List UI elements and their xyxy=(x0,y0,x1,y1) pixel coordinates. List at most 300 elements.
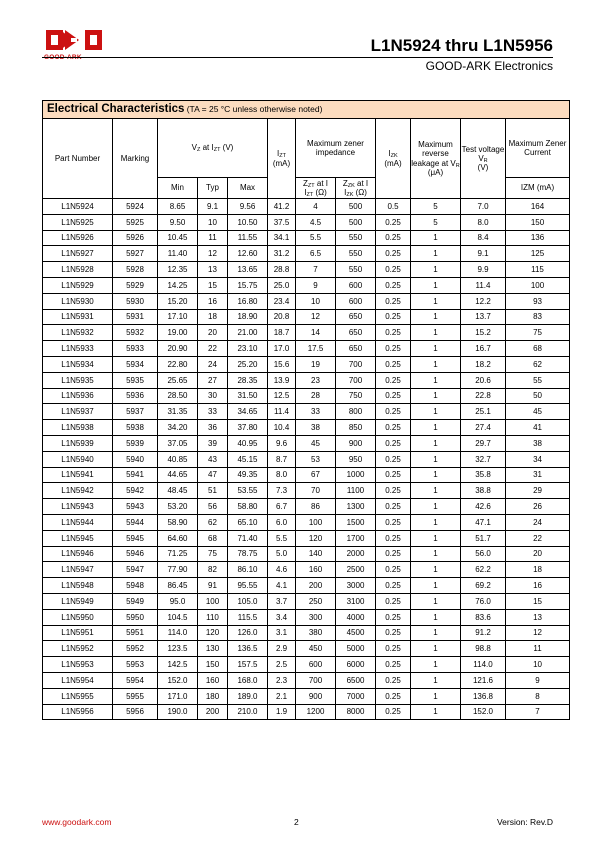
table-cell: 1 xyxy=(411,546,461,562)
document-title: L1N5924 thru L1N5956 xyxy=(370,36,553,55)
table-cell: 91.2 xyxy=(461,625,506,641)
table-cell: 16 xyxy=(506,578,570,594)
table-cell: 12 xyxy=(198,246,228,262)
table-cell: 38 xyxy=(296,420,336,436)
table-cell: L1N5933 xyxy=(43,341,113,357)
table-cell: 1 xyxy=(411,341,461,357)
table-cell: 1 xyxy=(411,609,461,625)
table-cell: 1 xyxy=(411,562,461,578)
table-cell: 1 xyxy=(411,483,461,499)
table-cell: 0.25 xyxy=(376,309,411,325)
table-cell: 0.25 xyxy=(376,688,411,704)
table-cell: 30 xyxy=(198,388,228,404)
table-cell: 77.90 xyxy=(158,562,198,578)
good-ark-logo-icon xyxy=(44,27,104,53)
table-cell: L1N5951 xyxy=(43,625,113,641)
table-cell: 24 xyxy=(506,514,570,530)
table-cell: 5941 xyxy=(113,467,158,483)
table-row xyxy=(43,483,570,499)
table-cell: 38 xyxy=(506,435,570,451)
table-cell: 0.25 xyxy=(376,483,411,499)
table-cell: 1 xyxy=(411,309,461,325)
table-cell: L1N5924 xyxy=(43,199,113,215)
table-cell: 136 xyxy=(506,230,570,246)
table-cell: 0.25 xyxy=(376,593,411,609)
table-cell: 9.1 xyxy=(198,199,228,215)
table-cell: 0.25 xyxy=(376,356,411,372)
table-cell: 5934 xyxy=(113,356,158,372)
table-cell: 28.8 xyxy=(268,262,296,278)
table-cell: 189.0 xyxy=(228,688,268,704)
table-cell: 0.25 xyxy=(376,293,411,309)
table-cell: 1 xyxy=(411,325,461,341)
table-cell: 22 xyxy=(198,341,228,357)
table-cell: L1N5935 xyxy=(43,372,113,388)
table-cell: 8.65 xyxy=(158,199,198,215)
logo-text: GOOD-ARK xyxy=(44,54,82,61)
table-row xyxy=(43,593,570,609)
table-cell: 53 xyxy=(296,451,336,467)
table-cell: 171.0 xyxy=(158,688,198,704)
table-row xyxy=(43,309,570,325)
table-cell: 27 xyxy=(198,372,228,388)
table-cell: 150 xyxy=(506,214,570,230)
table-cell: 3100 xyxy=(336,593,376,609)
table-cell: 8.7 xyxy=(268,451,296,467)
table-cell: 1 xyxy=(411,277,461,293)
table-cell: 16.7 xyxy=(461,341,506,357)
table-cell: 37.5 xyxy=(268,214,296,230)
table-cell: 2.5 xyxy=(268,657,296,673)
table-cell: 1 xyxy=(411,499,461,515)
col-test-voltage: Test voltage $V_R$ (V) xyxy=(461,119,506,199)
table-cell: 28.50 xyxy=(158,388,198,404)
table-cell: 40.95 xyxy=(228,435,268,451)
table-cell: L1N5945 xyxy=(43,530,113,546)
table-cell: 6.5 xyxy=(296,246,336,262)
table-cell: L1N5926 xyxy=(43,230,113,246)
table-cell: 37.05 xyxy=(158,435,198,451)
table-cell: 6500 xyxy=(336,672,376,688)
table-cell: 200 xyxy=(296,578,336,594)
footer-version: Version: Rev.D xyxy=(496,817,553,827)
table-cell: 1200 xyxy=(296,704,336,720)
table-cell: 10 xyxy=(296,293,336,309)
table-cell: 1 xyxy=(411,625,461,641)
table-cell: 1 xyxy=(411,514,461,530)
table-cell: 58.80 xyxy=(228,499,268,515)
table-cell: 5954 xyxy=(113,672,158,688)
table-row xyxy=(43,293,570,309)
table-cell: 15 xyxy=(198,277,228,293)
col-zzt: $Z_{ZT}$ at I $I_{ZT}$ (Ω) xyxy=(296,178,336,199)
table-cell: L1N5949 xyxy=(43,593,113,609)
table-cell: 10.50 xyxy=(228,214,268,230)
table-cell: 18.7 xyxy=(268,325,296,341)
table-row xyxy=(43,641,570,657)
table-cell: L1N5936 xyxy=(43,388,113,404)
table-cell: 33 xyxy=(296,404,336,420)
table-cell: 17.0 xyxy=(268,341,296,357)
table-cell: 48.45 xyxy=(158,483,198,499)
table-cell: 18.2 xyxy=(461,356,506,372)
table-row xyxy=(43,609,570,625)
table-cell: 5945 xyxy=(113,530,158,546)
table-cell: 100 xyxy=(296,514,336,530)
table-cell: 50 xyxy=(506,388,570,404)
table-cell: 8.0 xyxy=(461,214,506,230)
table-cell: L1N5940 xyxy=(43,451,113,467)
table-cell: 136.8 xyxy=(461,688,506,704)
table-cell: 0.25 xyxy=(376,341,411,357)
table-cell: 5955 xyxy=(113,688,158,704)
table-cell: 750 xyxy=(336,388,376,404)
table-row xyxy=(43,214,570,230)
table-cell: 1500 xyxy=(336,514,376,530)
table-cell: 18 xyxy=(198,309,228,325)
table-cell: 2.9 xyxy=(268,641,296,657)
table-cell: 800 xyxy=(336,404,376,420)
table-row xyxy=(43,262,570,278)
table-cell: 19.00 xyxy=(158,325,198,341)
table-cell: 8000 xyxy=(336,704,376,720)
table-cell: 1.9 xyxy=(268,704,296,720)
table-cell: 62.2 xyxy=(461,562,506,578)
table-row xyxy=(43,435,570,451)
table-cell: 70 xyxy=(296,483,336,499)
table-cell: 10.45 xyxy=(158,230,198,246)
table-cell: 1 xyxy=(411,641,461,657)
table-cell: 13 xyxy=(198,262,228,278)
table-cell: 69.2 xyxy=(461,578,506,594)
table-cell: 0.25 xyxy=(376,672,411,688)
table-cell: 0.25 xyxy=(376,435,411,451)
table-cell: 7000 xyxy=(336,688,376,704)
table-cell: 68 xyxy=(198,530,228,546)
table-cell: 450 xyxy=(296,641,336,657)
table-cell: 0.25 xyxy=(376,325,411,341)
table-cell: 700 xyxy=(296,672,336,688)
table-cell: 1 xyxy=(411,593,461,609)
table-cell: 1 xyxy=(411,704,461,720)
table-row xyxy=(43,514,570,530)
table-row xyxy=(43,356,570,372)
table-cell: 121.6 xyxy=(461,672,506,688)
table-cell: 44.65 xyxy=(158,467,198,483)
table-cell: 0.25 xyxy=(376,704,411,720)
table-cell: 5933 xyxy=(113,341,158,357)
table-cell: 82 xyxy=(198,562,228,578)
table-cell: 380 xyxy=(296,625,336,641)
table-cell: 58.90 xyxy=(158,514,198,530)
table-cell: 20.6 xyxy=(461,372,506,388)
table-cell: 86.10 xyxy=(228,562,268,578)
table-cell: 900 xyxy=(296,688,336,704)
company-name: GOOD-ARK Electronics xyxy=(425,59,553,73)
table-cell: L1N5947 xyxy=(43,562,113,578)
table-cell: 23 xyxy=(296,372,336,388)
table-cell: 23.10 xyxy=(228,341,268,357)
table-cell: 600 xyxy=(336,293,376,309)
table-cell: 130 xyxy=(198,641,228,657)
table-cell: 78.75 xyxy=(228,546,268,562)
table-cell: 0.25 xyxy=(376,451,411,467)
table-cell: 34 xyxy=(506,451,570,467)
table-cell: 1 xyxy=(411,467,461,483)
table-cell: 1 xyxy=(411,420,461,436)
table-cell: 37.80 xyxy=(228,420,268,436)
col-impedance: Maximum zener impedance xyxy=(296,119,376,178)
col-izk: $I_{ZK}$ (mA) xyxy=(376,119,411,199)
table-cell: 2000 xyxy=(336,546,376,562)
table-cell: 0.25 xyxy=(376,246,411,262)
table-cell: 500 xyxy=(336,214,376,230)
table-cell: 15.75 xyxy=(228,277,268,293)
table-cell: 45 xyxy=(506,404,570,420)
table-cell: 5000 xyxy=(336,641,376,657)
table-cell: 1 xyxy=(411,230,461,246)
table-cell: 86 xyxy=(296,499,336,515)
table-cell: 160 xyxy=(296,562,336,578)
table-row xyxy=(43,704,570,720)
table-cell: 12.5 xyxy=(268,388,296,404)
table-cell: 34.20 xyxy=(158,420,198,436)
table-row xyxy=(43,388,570,404)
table-cell: 152.0 xyxy=(461,704,506,720)
footer-website[interactable]: www.goodark.com xyxy=(42,817,112,827)
table-body xyxy=(43,199,570,720)
table-cell: 65.10 xyxy=(228,514,268,530)
table-cell: L1N5953 xyxy=(43,657,113,673)
table-cell: 19 xyxy=(296,356,336,372)
table-cell: 9.6 xyxy=(268,435,296,451)
table-cell: 120 xyxy=(198,625,228,641)
section-title: Electrical Characteristics xyxy=(47,102,185,115)
col-izm: IZM (mA) xyxy=(506,178,570,199)
table-cell: 11.55 xyxy=(228,230,268,246)
table-cell: L1N5943 xyxy=(43,499,113,515)
table-cell: 5924 xyxy=(113,199,158,215)
table-cell: 13.9 xyxy=(268,372,296,388)
table-cell: 550 xyxy=(336,262,376,278)
table-cell: 4000 xyxy=(336,609,376,625)
table-cell: 1 xyxy=(411,372,461,388)
table-cell: 11 xyxy=(506,641,570,657)
table-cell: 9.50 xyxy=(158,214,198,230)
table-cell: 950 xyxy=(336,451,376,467)
table-cell: 160 xyxy=(198,672,228,688)
table-cell: 1 xyxy=(411,657,461,673)
table-cell: 62 xyxy=(506,356,570,372)
table-cell: 38.8 xyxy=(461,483,506,499)
table-cell: 13.65 xyxy=(228,262,268,278)
table-cell: 1 xyxy=(411,672,461,688)
table-cell: 25.65 xyxy=(158,372,198,388)
table-cell: 8 xyxy=(506,688,570,704)
table-cell: 5926 xyxy=(113,230,158,246)
table-cell: 47 xyxy=(198,467,228,483)
table-cell: 1300 xyxy=(336,499,376,515)
table-cell: 0.25 xyxy=(376,546,411,562)
table-cell: 42.6 xyxy=(461,499,506,515)
table-cell: 1 xyxy=(411,246,461,262)
table-cell: 25.1 xyxy=(461,404,506,420)
table-row xyxy=(43,562,570,578)
table-cell: 45 xyxy=(296,435,336,451)
table-cell: 0.25 xyxy=(376,562,411,578)
table-row xyxy=(43,657,570,673)
table-cell: 250 xyxy=(296,593,336,609)
table-cell: 157.5 xyxy=(228,657,268,673)
table-cell: 75 xyxy=(198,546,228,562)
footer-page-number: 2 xyxy=(294,817,299,827)
table-cell: 120 xyxy=(296,530,336,546)
table-cell: 33 xyxy=(198,404,228,420)
table-cell: 500 xyxy=(336,199,376,215)
table-cell: 86.45 xyxy=(158,578,198,594)
table-cell: 0.5 xyxy=(376,199,411,215)
table-cell: 20.8 xyxy=(268,309,296,325)
table-cell: 8.4 xyxy=(461,230,506,246)
table-cell: 7 xyxy=(506,704,570,720)
table-row xyxy=(43,420,570,436)
table-cell: 5.5 xyxy=(296,230,336,246)
table-row xyxy=(43,625,570,641)
table-cell: 47.1 xyxy=(461,514,506,530)
table-cell: 14 xyxy=(296,325,336,341)
table-title-cell xyxy=(43,101,570,119)
table-cell: 2.3 xyxy=(268,672,296,688)
table-cell: 10.4 xyxy=(268,420,296,436)
table-cell: 5952 xyxy=(113,641,158,657)
table-cell: 0.25 xyxy=(376,641,411,657)
table-cell: 7.0 xyxy=(461,199,506,215)
table-cell: 180 xyxy=(198,688,228,704)
table-cell: 5927 xyxy=(113,246,158,262)
table-cell: 100 xyxy=(198,593,228,609)
table-cell: 7 xyxy=(296,262,336,278)
table-cell: 71.25 xyxy=(158,546,198,562)
table-cell: 22 xyxy=(506,530,570,546)
table-cell: 210.0 xyxy=(228,704,268,720)
col-marking: Marking xyxy=(113,119,158,199)
table-cell: 300 xyxy=(296,609,336,625)
table-cell: 1000 xyxy=(336,467,376,483)
table-cell: 29 xyxy=(506,483,570,499)
table-cell: 1 xyxy=(411,293,461,309)
col-max-current: Maximum Zener Current xyxy=(506,119,570,178)
table-cell: 3.4 xyxy=(268,609,296,625)
table-cell: 5928 xyxy=(113,262,158,278)
table-cell: 68 xyxy=(506,341,570,357)
table-cell: 36 xyxy=(198,420,228,436)
table-cell: 4500 xyxy=(336,625,376,641)
table-cell: L1N5938 xyxy=(43,420,113,436)
table-cell: 39 xyxy=(198,435,228,451)
table-cell: L1N5929 xyxy=(43,277,113,293)
table-cell: 67 xyxy=(296,467,336,483)
table-cell: 95.0 xyxy=(158,593,198,609)
table-cell: 83 xyxy=(506,309,570,325)
table-cell: 34.65 xyxy=(228,404,268,420)
table-cell: 45.15 xyxy=(228,451,268,467)
table-cell: 5.0 xyxy=(268,546,296,562)
col-leakage: Maximum reverse leakage at $V_R$ (μA) xyxy=(411,119,461,199)
table-cell: 25.20 xyxy=(228,356,268,372)
table-cell: 600 xyxy=(336,277,376,293)
table-cell: 83.6 xyxy=(461,609,506,625)
table-cell: 152.0 xyxy=(158,672,198,688)
table-cell: 5935 xyxy=(113,372,158,388)
table-cell: 26 xyxy=(506,499,570,515)
table-cell: 1 xyxy=(411,451,461,467)
table-cell: 0.25 xyxy=(376,420,411,436)
table-cell: 71.40 xyxy=(228,530,268,546)
table-cell: 1 xyxy=(411,388,461,404)
col-izt: $I_{ZT}$ (mA) xyxy=(268,119,296,199)
table-cell: L1N5925 xyxy=(43,214,113,230)
table-cell: 0.25 xyxy=(376,609,411,625)
table-cell: 22.8 xyxy=(461,388,506,404)
table-cell: 5939 xyxy=(113,435,158,451)
col-typ: Typ xyxy=(198,178,228,199)
table-cell: 1 xyxy=(411,435,461,451)
table-cell: 11.4 xyxy=(461,277,506,293)
table-cell: 136.5 xyxy=(228,641,268,657)
table-cell: 5948 xyxy=(113,578,158,594)
table-cell: L1N5928 xyxy=(43,262,113,278)
table-cell: 93 xyxy=(506,293,570,309)
table-cell: 4.1 xyxy=(268,578,296,594)
table-cell: 28 xyxy=(296,388,336,404)
table-cell: 41.2 xyxy=(268,199,296,215)
table-cell: 31.35 xyxy=(158,404,198,420)
table-cell: 3.1 xyxy=(268,625,296,641)
table-cell: 1 xyxy=(411,356,461,372)
header-divider xyxy=(42,57,553,58)
table-row xyxy=(43,325,570,341)
table-cell: 4.5 xyxy=(296,214,336,230)
electrical-characteristics-table xyxy=(42,100,570,720)
table-cell: 1 xyxy=(411,578,461,594)
table-cell: 200 xyxy=(198,704,228,720)
table-cell: 0.25 xyxy=(376,372,411,388)
table-cell: 104.5 xyxy=(158,609,198,625)
table-row xyxy=(43,578,570,594)
table-cell: 51.7 xyxy=(461,530,506,546)
table-cell: 31.2 xyxy=(268,246,296,262)
table-cell: 850 xyxy=(336,420,376,436)
table-cell: 53.55 xyxy=(228,483,268,499)
table-cell: 115.5 xyxy=(228,609,268,625)
table-cell: 5950 xyxy=(113,609,158,625)
table-cell: 0.25 xyxy=(376,578,411,594)
table-cell: 31 xyxy=(506,467,570,483)
table-cell: 164 xyxy=(506,199,570,215)
col-min: Min xyxy=(158,178,198,199)
table-cell: 2.1 xyxy=(268,688,296,704)
table-row xyxy=(43,530,570,546)
table-row xyxy=(43,277,570,293)
table-cell: 142.5 xyxy=(158,657,198,673)
table-row xyxy=(43,451,570,467)
table-cell: 150 xyxy=(198,657,228,673)
table-cell: 5 xyxy=(411,199,461,215)
table-cell: 31.50 xyxy=(228,388,268,404)
table-cell: L1N5937 xyxy=(43,404,113,420)
table-cell: 15.20 xyxy=(158,293,198,309)
table-cell: 12 xyxy=(296,309,336,325)
